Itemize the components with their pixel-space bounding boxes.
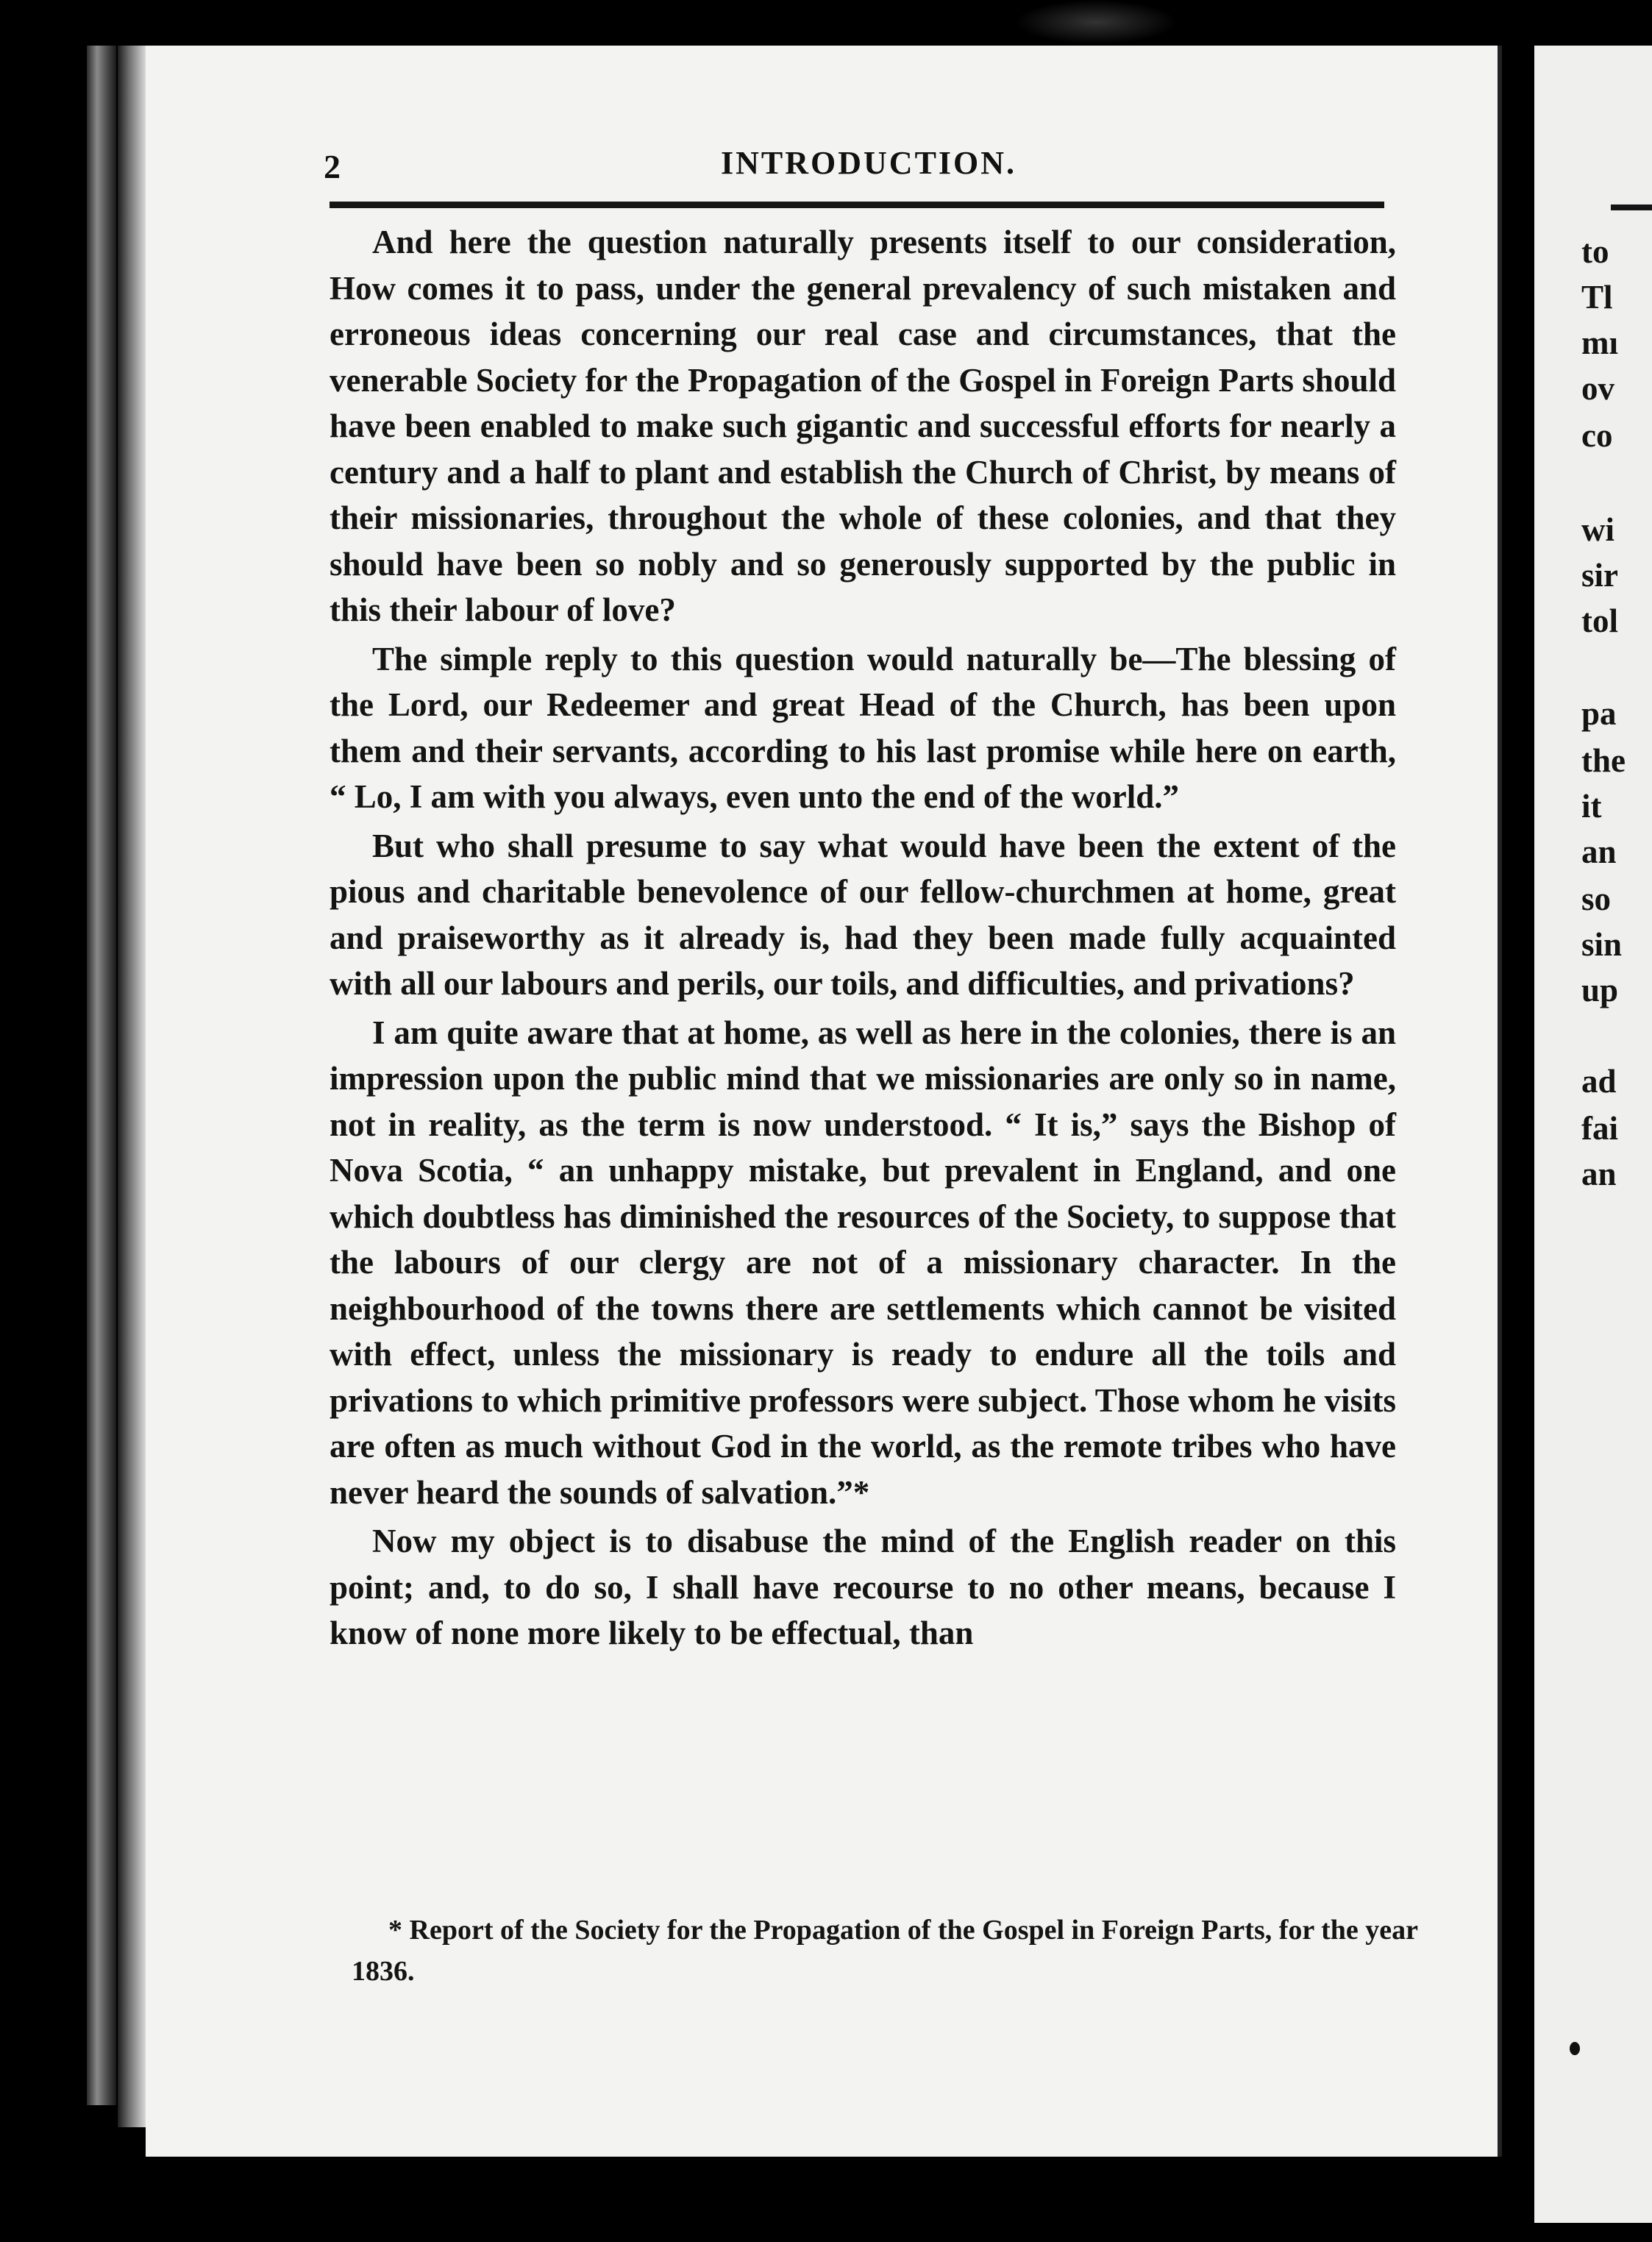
paragraph: And here the question naturally presents itself to our consideration, How comes it to pass, under the general prevalency of such mistaken and erroneous ideas concerning our real case and circumstances, that the venerable Society for the Propagation of the Gospel in Foreign Parts should have been enabled to make such gigantic and successful efforts for nearly a century and a half to plant and establish the Church of Christ, by means of their missionaries, throughout the whole of these colonies, and that they should have been so nobly and so generously supported by the public in this their labour of love?: [330, 224, 1396, 628]
right-page-fragment: ov: [1581, 370, 1614, 407]
paragraph: Now my object is to disabuse the mind of the English reader on this point; and, to do so, I shall have recourse to no other means, because I know of none more likely to be effectual, than: [330, 1523, 1396, 1651]
right-page-fragment: Tl: [1581, 279, 1613, 316]
paragraph: The simple reply to this question would naturally be—The blessing of the Lord, our Redeemer and great Head of the Church, has been upon them and their servants, according to his last promise while here on earth, “ Lo, I am with you always, even unto the end of the world.”: [330, 640, 1396, 815]
right-page-fragment: it: [1581, 788, 1602, 825]
footnote-text: * Report of the Society for the Propagation of the Gospel in Foreign Parts, for the year 1836.: [352, 1915, 1418, 1987]
right-page-fragment: fai: [1581, 1110, 1618, 1147]
right-page-fragment: so: [1581, 880, 1612, 917]
paragraph: But who shall presume to say what would have been the extent of the pious and charitable benevolence of our fellow-churchmen at home, great and praiseworthy as it already is, had they been made fully acquainted with all our labours and perils, our toils, and difficulties, and privations?: [330, 827, 1396, 1002]
running-head: [324, 141, 1383, 193]
right-page-fragment: ad: [1581, 1063, 1617, 1100]
right-page-fragment: to: [1581, 233, 1609, 270]
book-edge-outer: [87, 46, 116, 2105]
right-page-fragment: co: [1581, 417, 1613, 454]
right-page-head-rule: [1611, 204, 1652, 210]
right-page-ink-dot: [1570, 2042, 1580, 2055]
footnote: [352, 1910, 1418, 1992]
head-rule: [330, 202, 1384, 208]
right-page-fragment: an: [1581, 833, 1617, 870]
right-page-fragment: sir: [1581, 557, 1618, 594]
paragraph: I am quite aware that at home, as well as here in the colonies, there is an impression upon the public mind that we missionaries are only so in name, not in reality, as the term is now understood. “ It is,” says the Bishop of Nova Scotia, “ an unhappy mistake, but prevalent in England, and one which doubtless has diminished the resources of the Society, to suppose that the labours of our clergy are not of a missionary character. In the neighbourhood of the towns there are settlements which cannot be visited with effect, unless the missionary is ready to endure all the toils and privations to which primitive professors were subject. Those whom he visits are often as much without God in the world, as the remote tribes who have never heard the sounds of salvation.”*: [330, 1014, 1396, 1511]
right-page-fragment: pa: [1581, 695, 1617, 732]
page-number: 2: [324, 148, 341, 185]
right-page-fragment: wi: [1581, 511, 1614, 548]
scan-top-smudge: [1015, 0, 1177, 44]
right-page-fragment: sin: [1581, 926, 1623, 963]
book-edge-inner: [118, 46, 146, 2127]
right-page-fragment: an: [1581, 1156, 1617, 1192]
right-page-fragment: the: [1581, 742, 1626, 779]
right-page-fragment: up: [1581, 972, 1619, 1008]
right-page-fragment: tol: [1581, 602, 1618, 639]
body-text: [330, 219, 1396, 1659]
right-page-fragment: mı: [1581, 324, 1618, 361]
page-title: INTRODUCTION.: [721, 145, 1017, 181]
